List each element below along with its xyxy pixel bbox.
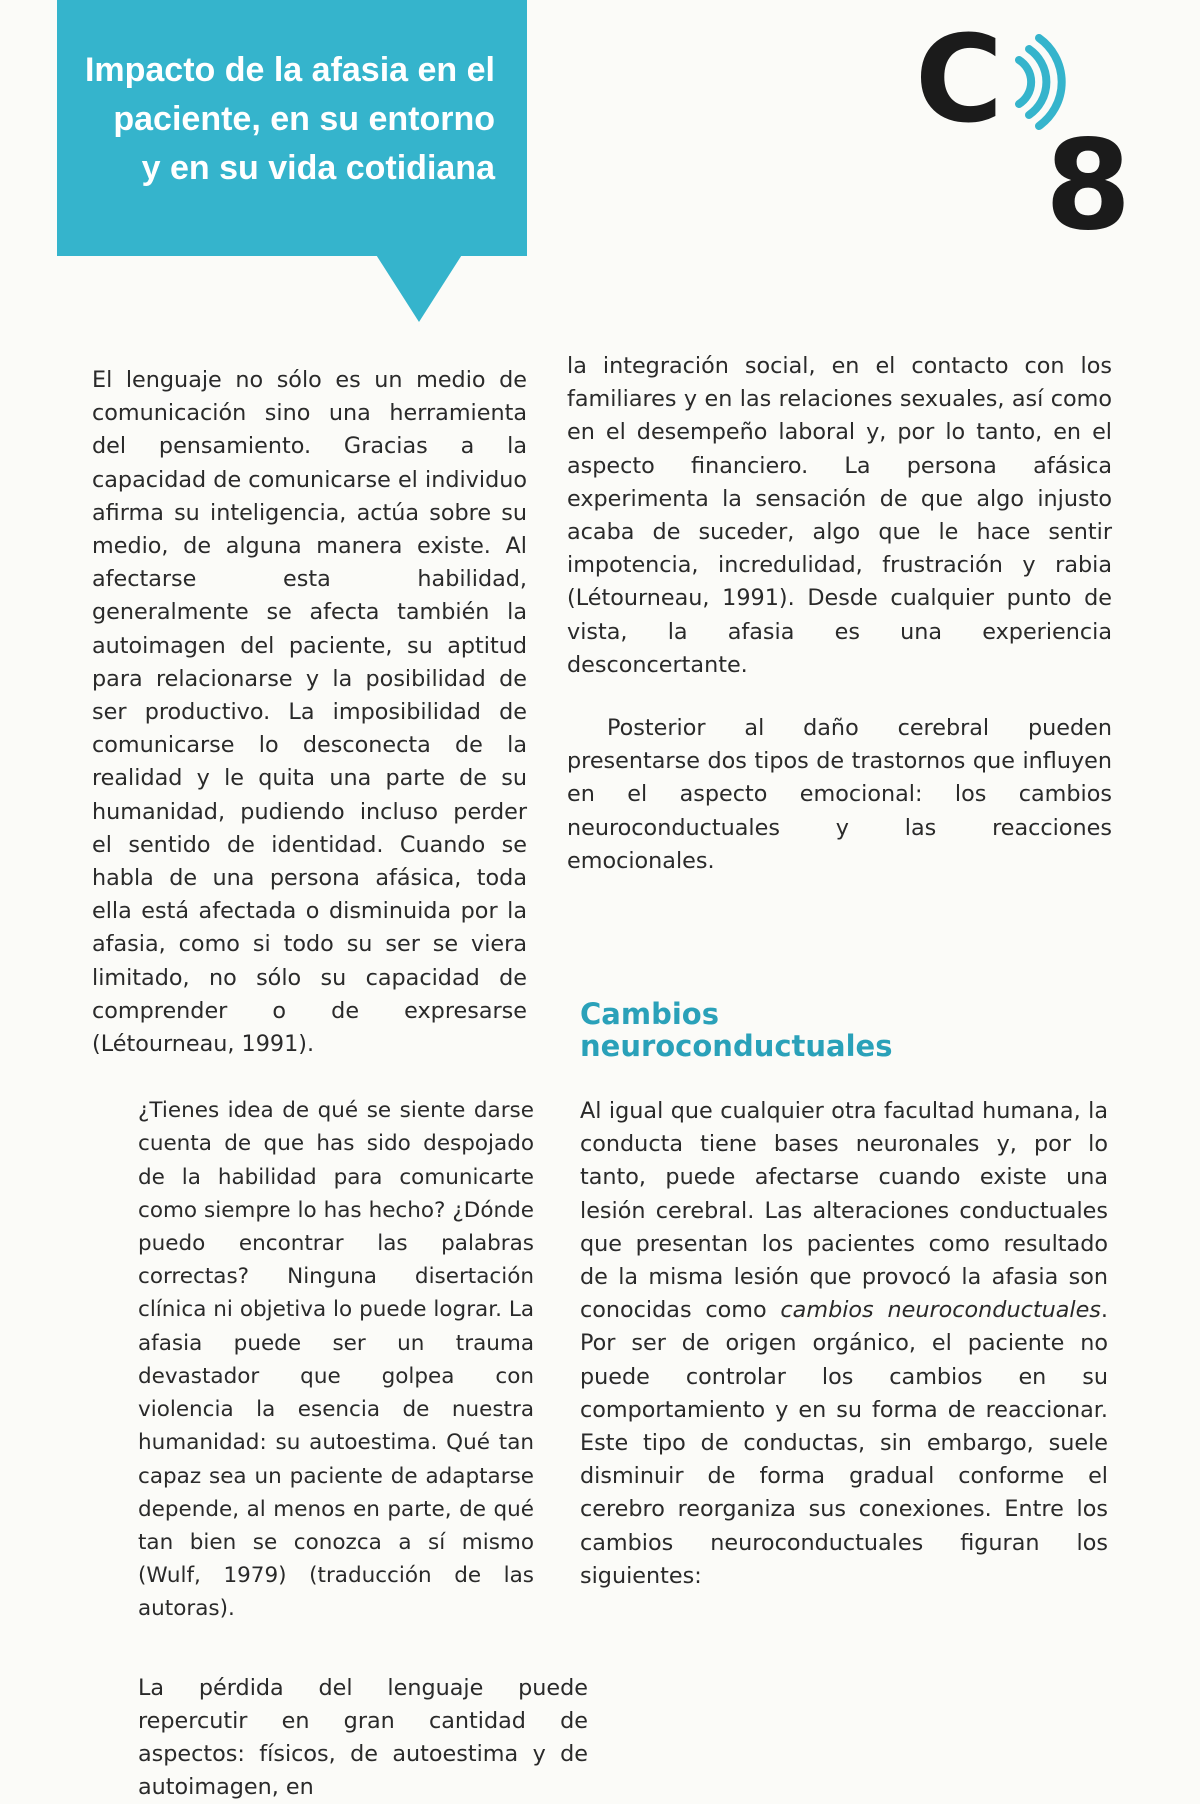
neurobehavioral-text-end: . Por ser de origen orgánico, el paciente no puede controlar los cambios en su comportamiento y en su forma de reaccionar. Este tipo de conductas, sin embargo, suele disminuir de forma gradual conforme el cerebro reorganiza sus conexiones. Entre los cambios neuroconductuales figuran los siguientes: <box>580 1297 1108 1589</box>
chapter-title <box>75 46 495 193</box>
section-body <box>580 1095 1108 1593</box>
right-column <box>567 350 1112 878</box>
continuation-paragraph: la integración social, en el contacto con los familiares y en las relaciones sexuales, así como en el desempeño laboral y, por lo tanto, en el aspecto financiero. La persona afásica experimenta la sensación de que algo injusto acaba de suceder, algo que le hace sentir impotencia, incredulidad, frustración y rabia (Létourneau, 1991). Desde cualquier punto de vista, la afasia es una experiencia desconcertante. <box>567 353 1112 678</box>
neurobehavioral-paragraph <box>580 1095 1108 1593</box>
chapter-title-line-3: y en su vida cotidiana <box>141 149 495 187</box>
section-heading <box>580 998 1100 1062</box>
speech-bubble-tail <box>373 250 465 322</box>
section-heading-line-2: neuroconductuales <box>580 1029 893 1063</box>
language-loss-paragraph: La pérdida del lenguaje puede repercutir en gran cantidad de aspectos: físicos, de autoestima y de autoimagen, en <box>138 1674 588 1801</box>
disorders-paragraph: Posterior al daño cerebral pueden presentarse dos tipos de trastornos que influyen en el aspecto emocional: los cambios neuroconductuales y las reacciones emocionales. <box>567 715 1112 874</box>
quotation: ¿Tienes idea de qué se siente darse cuenta de que has sido despojado de la habilidad para comunicarte como siempre lo has hecho? ¿Dónde puedo encontrar las palabras correctas? Ninguna disertación clínica ni objetiva lo puede lograr. La afasia puede ser un trauma devastador que golpea con violencia la esencia de nuestra humanidad: su autoestima. Qué tan capaz sea un paciente de adaptarse depende, al menos en parte, de qué tan bien se conozca a sí mismo (Wulf, 1979) (traducción de las autoras). <box>138 1098 534 1622</box>
intro-paragraph: El lenguaje no sólo es un medio de comunicación sino una herramienta del pensamiento. Gracias a la capacidad de comunicarse el individuo afirma su inteligencia, actúa sobre su medio, de alguna manera existe. Al afectarse esta habilidad, generalmente se afecta también la autoimagen del paciente, su aptitud para relacionarse y la posibilidad de ser productivo. La imposibilidad de comunicarse lo desconecta de la realidad y le quita una parte de su humanidad, pudiendo incluso perder el sentido de identidad. Cuando se habla de una persona afásica, toda ella está afectada o disminuida por la afasia, como si todo su ser se viera limitado, no sólo su capacidad de comprender o de expresarse (Létourneau, 1991). <box>92 367 527 1058</box>
left-column <box>92 364 588 1804</box>
chapter-title-line-1: Impacto de la afasia en el <box>84 51 495 89</box>
section-heading-line-1: Cambios <box>580 997 719 1031</box>
chapter-title-line-2: paciente, en su entorno <box>113 100 495 138</box>
chapter-logo-letter: C <box>915 18 1004 150</box>
neurobehavioral-text-start: Al igual que cualquier otra facultad humana, la conducta tiene bases neuronales y, por lo tanto, puede afectarse cuando existe una lesión cerebral. Las alteraciones conductuales que presentan los pacientes como resultado de la misma lesión que provocó la afasia son conocidas como <box>580 1098 1108 1324</box>
chapter-number: 8 <box>1045 114 1132 258</box>
neurobehavioral-term: cambios neuroconductuales <box>780 1297 1101 1324</box>
